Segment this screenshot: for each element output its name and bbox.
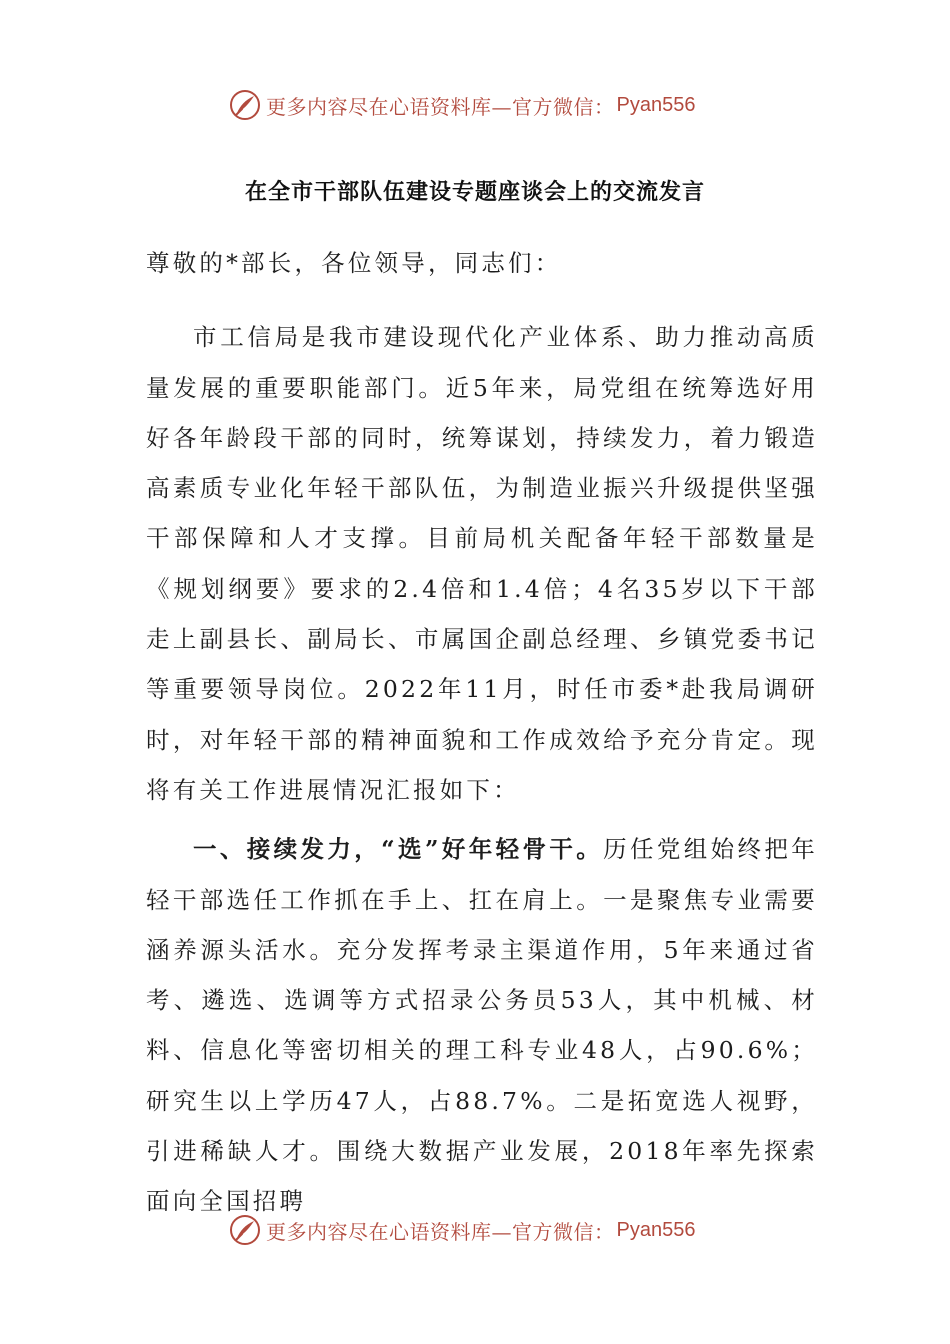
watermark-wechat-id: Pyan556	[616, 93, 696, 116]
watermark-wechat-id: Pyan556	[616, 1218, 696, 1241]
document-title: 在全市干部队伍建设专题座谈会上的交流发言	[244, 179, 705, 205]
watermark-text: 更多内容尽在心语资料库—官方微信：	[266, 1219, 615, 1244]
quill-logo-icon	[228, 1213, 262, 1247]
paragraph-intro: 市工信局是我市建设现代化产业体系、助力推动高质量发展的重要职能部门。近5年来，局党组在统筹选好用好各年龄段干部的同时，统筹谋划，持续发力，着力锻造高素质专业化年轻干部队伍，为制造业振兴升级提供坚强干部保障和人才支撑。目前局机关配备年轻干部数量是《规划纲要》要求的2.4倍和1.4倍；4名35岁以下干部走上副县长、副局长、市属国企副总经理、乡镇党委书记等重要领导岗位。2022年11月，时任市委*赴我局调研时，对年轻干部的精神面貌和工作成效给予充分肯定。现将有关工作进展情况汇报如下：	[146, 323, 818, 804]
footer-watermark	[228, 1213, 695, 1247]
paragraph-section-1	[146, 824, 818, 1226]
section-1-body: 历任党组始终把年轻干部选任工作抓在手上、扛在肩上。一是聚焦专业需要涵养源头活水。充分发挥考录主渠道作用，5年来通过省考、遴选、选调等方式招录公务员53人，其中机械、材料、信息化等密切相关的理工科专业48人，占90.6%；研究生以上学历47人，占88.7%。二是拓宽选人视野，引进稀缺人才。围绕大数据产业发展，2018年率先探索面向全国招聘	[146, 835, 818, 1216]
document-body	[146, 238, 818, 1227]
header-watermark	[228, 88, 695, 122]
watermark-text: 更多内容尽在心语资料库—官方微信：	[266, 94, 615, 119]
quill-logo-icon	[228, 88, 262, 122]
salutation: 尊敬的*部长，各位领导，同志们：	[146, 249, 562, 277]
section-1-heading: 一、接续发力，“选”好年轻骨干。	[193, 835, 604, 864]
